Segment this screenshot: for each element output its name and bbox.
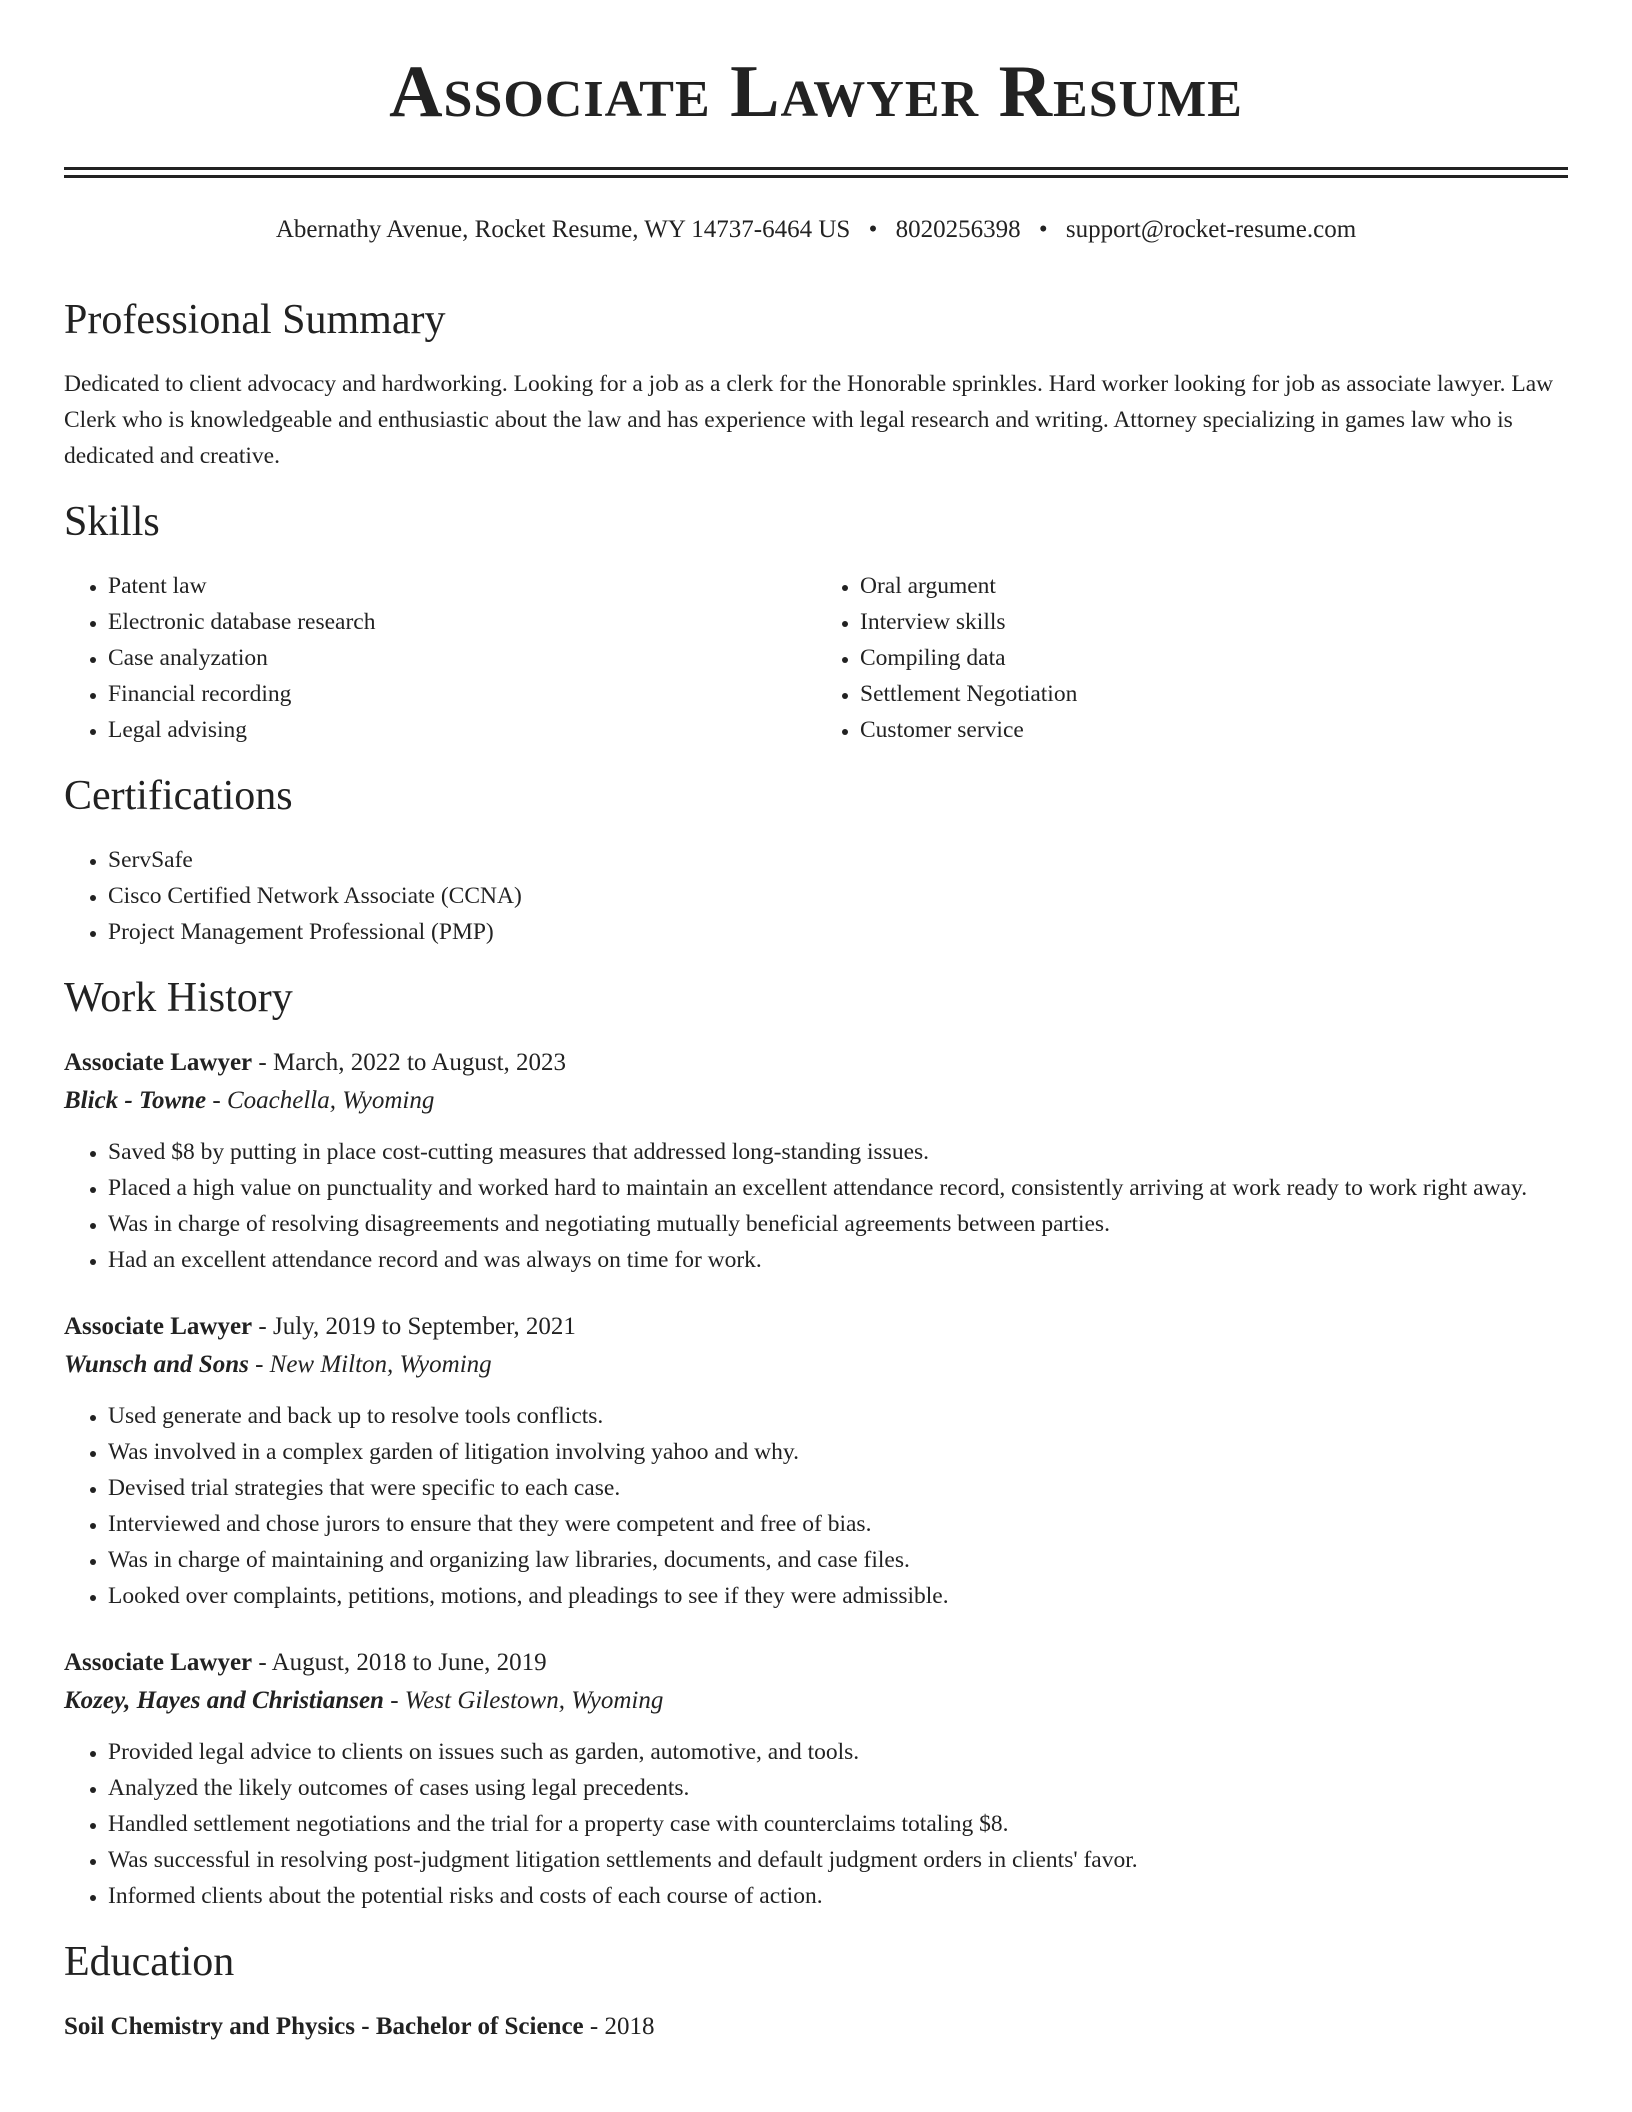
job-bullet: • Was successful in resolving post-judgment litigation settlements and default judgment orders in clients' favor.: [108, 1842, 1568, 1878]
job-bullet: • Analyzed the likely outcomes of cases using legal precedents.: [108, 1770, 1568, 1806]
company-line: [64, 1682, 1568, 1720]
certifications-heading: Certifications: [64, 773, 293, 819]
skill-item: • Interview skills: [860, 604, 1568, 640]
job-title: Associate Lawyer: [64, 1313, 253, 1340]
certification-item: • Cisco Certified Network Associate (CCNA): [108, 878, 1568, 914]
resume-body: [64, 290, 1568, 2046]
job-bullet: • Informed clients about the potential risks and costs of each course of action.: [108, 1878, 1568, 1914]
job-bullet: • Was in charge of resolving disagreements and negotiating mutually beneficial agreements between parties.: [108, 1206, 1568, 1242]
job-title-line: [64, 1644, 1568, 1682]
company-name: Wunsch and Sons: [64, 1351, 249, 1378]
company-name: Blick - Towne: [64, 1087, 207, 1114]
education-heading: Education: [64, 1939, 235, 1985]
education-section: [64, 1932, 1568, 2046]
skill-item: • Compiling data: [860, 640, 1568, 676]
job-bullet: • Handled settlement negotiations and the trial for a property case with counterclaims totaling $8.: [108, 1806, 1568, 1842]
summary-heading: Professional Summary: [64, 297, 446, 343]
resume-title: Associate Lawyer Resume: [389, 51, 1243, 133]
job-bullet: • Saved $8 by putting in place cost-cutting measures that addressed long-standing issues.: [108, 1134, 1568, 1170]
skills-list-left: [64, 568, 816, 748]
summary-text: Dedicated to client advocacy and hardworking. Looking for a job as a clerk for the Honorable sprinkles. Hard worker looking for job as associate lawyer. Law Clerk who is knowledgeable and enthusiastic about the law and has experience with legal research and writing. Attorney specializing in games law who is dedicated and creative.: [64, 371, 1554, 469]
degree: Soil Chemistry and Physics - Bachelor of Science: [64, 2013, 584, 2040]
dash: -: [252, 1049, 273, 1076]
skill-item: • Customer service: [860, 712, 1568, 748]
dash: -: [383, 1687, 405, 1714]
job-entry: [64, 1044, 1568, 1278]
dash: -: [248, 1351, 270, 1378]
work-history-heading: Work History: [64, 975, 293, 1021]
job-bullet: • Placed a high value on punctuality and worked hard to maintain an excellent attendance record, consistently arriving at work ready to work right away.: [108, 1170, 1568, 1206]
job-bullets: [64, 1734, 1568, 1914]
company-location: New Milton, Wyoming: [269, 1351, 492, 1378]
job-bullet: • Was involved in a complex garden of litigation involving yahoo and why.: [108, 1434, 1568, 1470]
company-line: [64, 1346, 1568, 1384]
dash: -: [206, 1087, 227, 1114]
summary-section: [64, 290, 1568, 474]
contact-separator: •: [868, 216, 878, 243]
job-dates: August, 2018 to June, 2019: [271, 1649, 547, 1676]
graduation-year: 2018: [604, 2013, 655, 2040]
skill-item: • Financial recording: [108, 676, 816, 712]
title-divider-top: [64, 167, 1568, 170]
education-entry: [64, 2008, 1568, 2046]
certifications-list: [64, 842, 1568, 950]
dash: -: [583, 2013, 605, 2040]
contact-phone: 8020256398: [895, 216, 1021, 243]
work-history-section: [64, 968, 1568, 1914]
skills-list-right: [816, 568, 1568, 748]
skill-item: • Electronic database research: [108, 604, 816, 640]
company-location: Coachella, Wyoming: [226, 1087, 435, 1114]
skills-columns: [64, 568, 1568, 766]
job-entry: [64, 1644, 1568, 1914]
skill-item: • Patent law: [108, 568, 816, 604]
dash: -: [252, 1313, 273, 1340]
job-dates: March, 2022 to August, 2023: [272, 1049, 567, 1076]
job-title-line: [64, 1044, 1568, 1082]
job-bullet: • Provided legal advice to clients on issues such as garden, automotive, and tools.: [108, 1734, 1568, 1770]
job-bullet: • Was in charge of maintaining and organizing law libraries, documents, and case files.: [108, 1542, 1568, 1578]
skill-item: • Legal advising: [108, 712, 816, 748]
contact-email: support@rocket-resume.com: [1065, 216, 1357, 243]
contact-address: Abernathy Avenue, Rocket Resume, WY 14737-6464 US: [275, 216, 851, 243]
job-dates: July, 2019 to September, 2021: [272, 1313, 576, 1340]
job-bullet: • Had an excellent attendance record and was always on time for work.: [108, 1242, 1568, 1278]
job-bullet: • Used generate and back up to resolve tools conflicts.: [108, 1398, 1568, 1434]
skill-item: • Settlement Negotiation: [860, 676, 1568, 712]
company-location: West Gilestown, Wyoming: [404, 1687, 664, 1714]
certifications-section: [64, 766, 1568, 950]
job-entry: [64, 1308, 1568, 1614]
skills-heading: Skills: [64, 499, 160, 545]
job-title-line: [64, 1308, 1568, 1346]
certification-item: • ServSafe: [108, 842, 1568, 878]
job-title: Associate Lawyer: [64, 1049, 253, 1076]
contact-line: [0, 214, 1632, 246]
job-bullet: • Devised trial strategies that were specific to each case.: [108, 1470, 1568, 1506]
job-bullet: • Interviewed and chose jurors to ensure that they were competent and free of bias.: [108, 1506, 1568, 1542]
company-line: [64, 1082, 1568, 1120]
job-bullets: [64, 1398, 1568, 1614]
company-name: Kozey, Hayes and Christiansen: [64, 1687, 384, 1714]
job-bullets: [64, 1134, 1568, 1278]
skill-item: • Case analyzation: [108, 640, 816, 676]
certification-item: • Project Management Professional (PMP): [108, 914, 1568, 950]
contact-separator: •: [1038, 216, 1048, 243]
title-divider-bottom: [64, 175, 1568, 178]
job-title: Associate Lawyer: [64, 1649, 253, 1676]
skill-item: • Oral argument: [860, 568, 1568, 604]
skills-section: [64, 492, 1568, 766]
dash: -: [252, 1649, 272, 1676]
job-bullet: • Looked over complaints, petitions, motions, and pleadings to see if they were admissible.: [108, 1578, 1568, 1614]
